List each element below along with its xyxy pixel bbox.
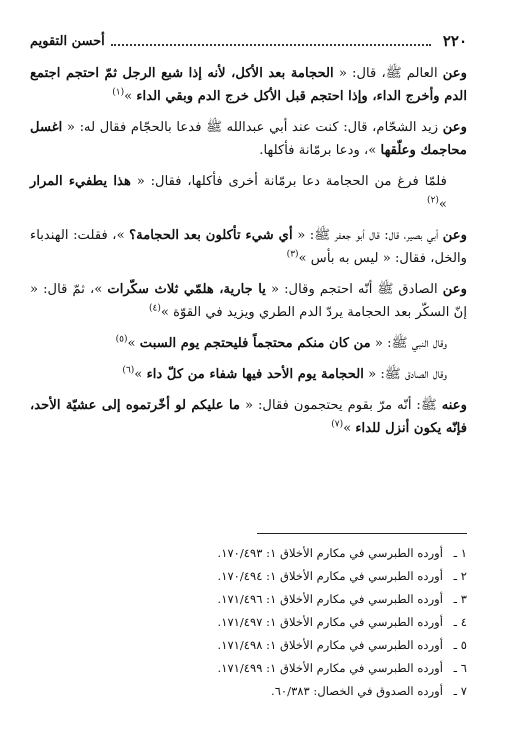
footnote <box>90 565 467 588</box>
footnote-separator <box>257 533 467 534</box>
footnote-ref[interactable]: (١) <box>112 87 125 98</box>
footnote-number: ٤ ـ <box>453 615 467 629</box>
footnote-ref[interactable]: (٢) <box>427 195 439 206</box>
quote-text: الحجامة بعد الأكل، لأنه إذا شبع الرجل ثمّ احتجم اجتمع الدم وأخرج الداء، وإذا احتجم قبل الأكل خرج الدم وبقي الداء <box>30 66 467 104</box>
paragraph-text: زيد الشحّام، قال: كنت عند أبي عبدالله ﷺ فدعا بالحجّام فقال له: « <box>62 120 443 135</box>
footnote-number: ٣ ـ <box>453 592 467 606</box>
footnote <box>90 634 467 657</box>
footnote-text: أورده الطبرسي في مكارم الأخلاق ١: ١٧١/٤٩٩. <box>217 661 443 675</box>
running-title: أحسن التقويم <box>30 33 105 49</box>
paragraph-text: ﷺ: أنّه مرّ بقوم يحتجمون فقال: « <box>240 398 442 413</box>
footnote-number: ٢ ـ <box>453 569 467 583</box>
paragraph-tail: » <box>438 197 447 212</box>
paragraph-tail: »، ودعا برمّانة فأكلها. <box>259 143 381 158</box>
paragraph-tail: » <box>343 421 356 436</box>
quote-text: الحجامة يوم الأحد فيها شفاء من كلّ داء <box>146 367 364 382</box>
paragraph-2 <box>30 116 467 162</box>
footnote <box>90 611 467 634</box>
main-text <box>30 62 467 448</box>
paragraph-8 <box>30 394 467 440</box>
footnote-text: أورده الطبرسي في مكارم الأخلاق ١: ١٧١/٤٩٧. <box>217 615 443 629</box>
paragraph-text: وقال النبي ﷺ: « <box>370 336 447 351</box>
paragraph-lead: وعن <box>442 66 468 81</box>
paragraph-tail: »، فقلت: الهندباء والخل، فقال: « ليس به بأس » <box>30 228 467 266</box>
paragraph-4 <box>30 224 467 270</box>
paragraph-text: الصادق ﷺ أنّه احتجم وقال: « <box>265 282 443 297</box>
quote-text: يا جارية، هلمّي ثلاث سكّرات <box>107 282 266 297</box>
paragraph-3 <box>30 170 467 216</box>
footnote-ref[interactable]: (٤) <box>149 303 161 314</box>
footnote-ref[interactable]: (٥) <box>115 334 128 345</box>
footnote-text: أورده الطبرسي في مكارم الأخلاق ١: ١٧٠/٤٩٣. <box>217 546 443 560</box>
quote-text: ما عليكم لو أخّرتموه إلى عشيّة الأحد، فإنّه يكون أنزل للداء <box>30 398 467 436</box>
footnotes <box>90 542 467 703</box>
footnote-text: أورده الصدوق في الخصال: ٦٠/٣٨٣. <box>271 684 443 698</box>
paragraph-6 <box>30 332 467 355</box>
paragraph-lead: وعن <box>442 120 467 135</box>
running-header <box>30 30 467 52</box>
footnote-text: أورده الطبرسي في مكارم الأخلاق ١: ١٧١/٤٩٨. <box>217 638 443 652</box>
footnote-ref[interactable]: (٣) <box>286 249 299 260</box>
footnote <box>90 542 467 565</box>
paragraph-text: العالم ﷺ، قال: « <box>333 66 443 81</box>
paragraph-lead: وعن <box>442 228 468 243</box>
footnote <box>90 588 467 611</box>
paragraph-7 <box>30 363 467 386</box>
footnote-text: أورده الطبرسي في مكارم الأخلاق ١: ١٧١/٤٩٦. <box>217 592 443 606</box>
quote-text: أي شيء تأكلون بعد الحجامة؟ <box>129 228 293 243</box>
footnote-text: أورده الطبرسي في مكارم الأخلاق ١: ١٧٠/٤٩٤. <box>217 569 443 583</box>
page-number: ٢٢٠ <box>442 32 467 50</box>
footnote-number: ٧ ـ <box>453 684 467 698</box>
quote-text: من كان منكم محتجماً فليحتجم يوم السبت <box>139 336 371 351</box>
footnote-number: ١ ـ <box>453 546 467 560</box>
paragraph-5 <box>30 278 467 324</box>
paragraph-text: أبي بصير، قال: قال أبو جعفر ﷺ: « <box>292 228 443 243</box>
quote-text: هذا يطفيء المرار <box>30 174 131 189</box>
paragraph-tail: » <box>124 89 137 104</box>
footnote <box>90 657 467 680</box>
header-dotted-leader <box>111 36 431 46</box>
paragraph-tail: »، ثمّ قال: « إنّ السكّر بعد الحجامة يردّ الدم الطري ويزيد في القوّة » <box>30 282 467 320</box>
paragraph-lead: وعنه <box>441 398 467 413</box>
paragraph-text: فلمّا فرغ من الحجامة دعا برمّانة أخرى فأكلها، فقال: « <box>130 174 447 189</box>
footnote-number: ٦ ـ <box>453 661 467 675</box>
quote-text: اغسل محاجمك وعلّقها <box>30 120 467 158</box>
paragraph-lead: وعن <box>442 282 467 297</box>
footnote <box>90 680 467 703</box>
footnote-ref[interactable]: (٦) <box>122 365 135 376</box>
footnote-number: ٥ ـ <box>453 638 467 652</box>
paragraph-tail: » <box>127 336 140 351</box>
paragraph-text: وقال الصادق ﷺ: « <box>363 367 447 382</box>
paragraph-tail: » <box>134 367 147 382</box>
footnote-ref[interactable]: (٧) <box>331 419 344 430</box>
paragraph-1 <box>30 62 467 108</box>
